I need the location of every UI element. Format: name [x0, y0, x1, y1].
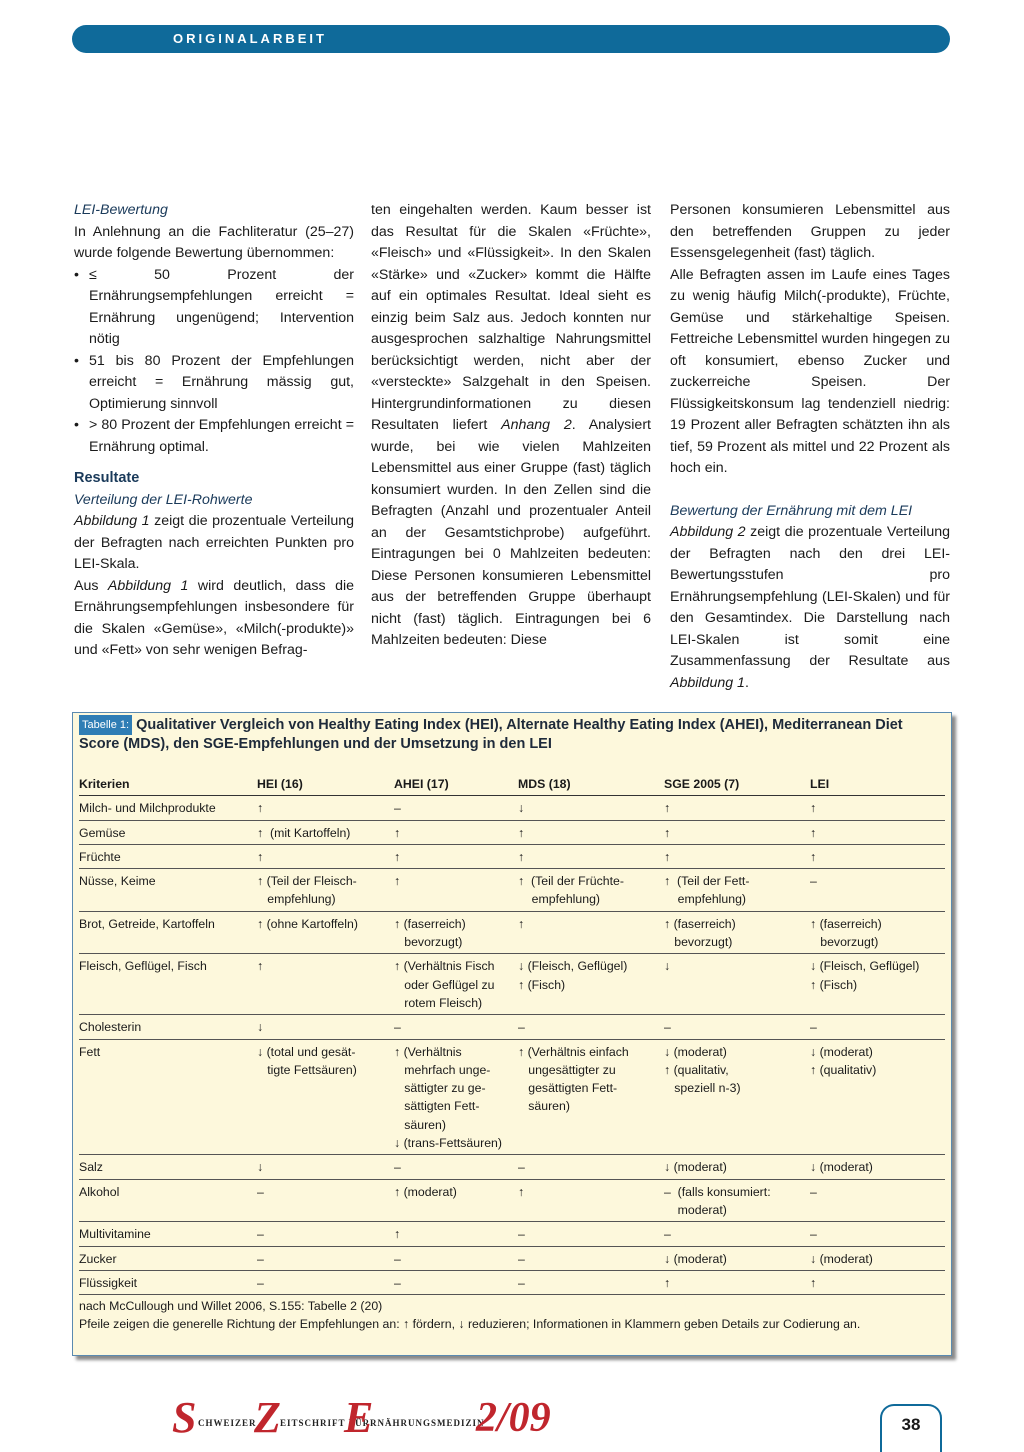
subheading-bewertung: Bewertung der Ernährung mit dem LEI: [670, 502, 913, 519]
table-header-cell: HEI (16): [257, 775, 394, 796]
table-cell: ↓: [257, 1155, 394, 1179]
table-cell: –: [810, 1222, 945, 1246]
issue-number: 2/09: [476, 1395, 551, 1441]
text-column-3: [670, 200, 950, 694]
table-row: [79, 1155, 945, 1179]
text-span: . Analysiert wurde, bei wie vielen Mahlzeiten Lebensmittel aus einer Gruppe (fast) täglich konsumiert wurden. In den Zellen sind die Befragten (Anzahl und prozentualer Anteil an der Gesamtstichprobe) aufgeführt. Eintragungen bei 0 Mahlzeiten bedeuten: Diese Personen konsumieren Lebensmittel aus der betreffenden Gruppe überhaupt nicht (fast) täglich. Eintragungen bei 6 Mahlzeiten bedeuten: Diese: [371, 417, 651, 648]
table-row: [79, 869, 945, 912]
text-column-1: [74, 200, 354, 662]
criterion-cell: Alkohol: [79, 1179, 257, 1222]
table-cell: ↑: [810, 1270, 945, 1294]
text-span: ten eingehalten werden. Kaum besser ist das Resultat für die Skalen «Früchte», «Fleisch» und «Flüssigkeit». In den Skalen «Stärke» und «Zucker» kommt die Hälfte auf ein optimales Resultat. Ideal sieht es einzig beim Salz aus. Jedoch konnten nur ausgesprochen salzhaltige Nahrungsmittel berücksichtigt werden, nicht aber der «versteckte» Salzgehalt in den Speisen. Hintergrundinformationen zu diesen Resultaten liefert: [371, 202, 651, 433]
table-cell: –: [810, 869, 945, 912]
table-cell: –: [394, 1246, 518, 1270]
table-cell: –: [518, 1155, 664, 1179]
table-cell: ↑ (Verhältnis Fisch oder Geflügel zu rotem Fleisch): [394, 954, 518, 1015]
table-cell: –: [257, 1179, 394, 1222]
table-cell: ↑ (mit Kartoffeln): [257, 820, 394, 844]
text-span: wird deutlich, dass die Ernährungsempfehlungen insbesondere für die Skalen «Gemüse», «Milch(-produkte)» und «Fett» von sehr wenigen Befrag-: [74, 577, 354, 658]
table-cell: –: [664, 1015, 810, 1039]
rating-list: [74, 265, 354, 459]
table-cell: ↓ (moderat): [664, 1155, 810, 1179]
table-cell: ↑: [518, 820, 664, 844]
table-cell: ↑ (Teil der Fett- empfehlung): [664, 869, 810, 912]
criterion-cell: Zucker: [79, 1246, 257, 1270]
table-cell: –: [394, 1270, 518, 1294]
text-span: .: [744, 674, 749, 691]
table-cell: ↑: [664, 1270, 810, 1294]
table-cell: ↑: [257, 796, 394, 820]
table-header-cell: SGE 2005 (7): [664, 775, 810, 796]
table-1-box: [72, 712, 952, 1356]
table-cell: ↑: [664, 820, 810, 844]
list-item: • 51 bis 80 Prozent der Empfehlungen erreicht = Ernährung mässig gut, Optimierung sinnvoll: [74, 351, 354, 416]
figure-reference: Abbildung 1: [74, 513, 150, 529]
table-cell: ↑: [518, 1179, 664, 1222]
subheading-lei-bewertung: LEI-Bewertung: [74, 202, 168, 218]
paragraph: [74, 511, 354, 576]
table-cell: ↑ (ohne Kartoffeln): [257, 911, 394, 954]
table-header-cell: AHEI (17): [394, 775, 518, 796]
heading-resultate: Resultate: [74, 470, 140, 486]
table-row: [79, 1270, 945, 1294]
table-cell: ↓ (total und gesät- tigte Fettsäuren): [257, 1039, 394, 1155]
criterion-cell: Salz: [79, 1155, 257, 1179]
paragraph: [670, 522, 950, 694]
page-number: 38: [880, 1404, 942, 1452]
table-cell: ↑: [518, 844, 664, 868]
paragraph: Alle Befragten assen im Laufe eines Tages zu wenig häufig Milch(-produkte), Früchte, Gemüse und stärkehaltige Speisen. Fettreiche Lebensmittel wurden hingegen zu oft konsumiert, ebenso Zucker und zuckerreiche Speisen. Der Flüssigkeitskonsum lag tendenziell niedrig: 19 Prozent aller Befragten schätzten ihn als tief, 59 Prozent als mittel und 22 Prozent als hoch ein.: [670, 266, 950, 476]
table-cell: ↑: [518, 911, 664, 954]
table-cell: ↑ (faserreich) bevorzugt): [810, 911, 945, 954]
table-cell: ↓: [518, 796, 664, 820]
table-cell: ↑: [810, 844, 945, 868]
criterion-cell: Früchte: [79, 844, 257, 868]
criterion-cell: Milch- und Milchprodukte: [79, 796, 257, 820]
table-cell: – (falls konsumiert: moderat): [664, 1179, 810, 1222]
criterion-cell: Flüssigkeit: [79, 1270, 257, 1294]
table-cell: –: [257, 1246, 394, 1270]
criterion-cell: Brot, Getreide, Kartoffeln: [79, 911, 257, 954]
table-cell: ↑: [257, 844, 394, 868]
logo-word: RNÄHRUNGSMEDIZIN: [370, 1418, 485, 1428]
logo-word: CHWEIZER: [198, 1418, 257, 1428]
table-legend-note: Pfeile zeigen die generelle Richtung der Empfehlungen an: ↑ fördern, ↓ reduzieren; Informationen in Klammern geben Details zur Codierung an.: [79, 1317, 861, 1331]
paragraph: [371, 200, 651, 652]
table-source-note: nach McCullough und Willet 2006, S.155: Tabelle 2 (20): [79, 1299, 383, 1313]
table-row: [79, 1246, 945, 1270]
table-header-cell: Kriterien: [79, 775, 257, 796]
text-column-2: [371, 200, 651, 652]
table-cell: ↑: [257, 954, 394, 1015]
table-cell: –: [394, 796, 518, 820]
criterion-cell: Nüsse, Keime: [79, 869, 257, 912]
table-row: [79, 954, 945, 1015]
table-row: [79, 1179, 945, 1222]
table-cell: –: [518, 1270, 664, 1294]
table-cell: –: [664, 1222, 810, 1246]
table-row: [79, 844, 945, 868]
criterion-cell: Gemüse: [79, 820, 257, 844]
table-cell: ↑: [810, 796, 945, 820]
table-cell: –: [518, 1222, 664, 1246]
text-span: Aus: [74, 577, 108, 594]
table-caption: [79, 715, 939, 753]
logo-letter-e: E: [344, 1393, 374, 1442]
criterion-cell: Cholesterin: [79, 1015, 257, 1039]
table-title: Qualitativer Vergleich von Healthy Eating Index (HEI), Alternate Healthy Eating Index (AHEI), Mediterranean Diet Score (MDS), den SGE-Empfehlungen und der Umsetzung in den LEI: [79, 717, 903, 752]
comparison-table: [79, 775, 945, 1295]
section-label: ORIGINALARBEIT: [173, 31, 327, 46]
figure-reference: Abbildung 1: [107, 577, 189, 594]
subheading-verteilung: Verteilung der LEI-Rohwerte: [74, 491, 253, 508]
table-cell: ↓ (Fleisch, Geflügel) ↑ (Fisch): [810, 954, 945, 1015]
table-cell: ↓ (moderat) ↑ (qualitativ): [810, 1039, 945, 1155]
table-cell: ↓ (Fleisch, Geflügel) ↑ (Fisch): [518, 954, 664, 1015]
table-cell: ↓ (moderat) ↑ (qualitativ, speziell n-3): [664, 1039, 810, 1155]
table-cell: ↓: [257, 1015, 394, 1039]
logo-word: EITSCHRIFT FÜR: [280, 1418, 371, 1428]
table-cell: ↓ (moderat): [810, 1155, 945, 1179]
text-span: zeigt die prozentuale Verteilung der Befragten nach den drei LEI-Bewertungsstufen pro Ernährungsempfehlung (LEI-Skalen) und für den Gesamtindex. Die Darstellung nach LEI-Skalen ist somit eine Zusammenfassung der Resultate aus: [670, 524, 950, 669]
paragraph: Personen konsumieren Lebensmittel aus den betreffenden Gruppen zu jeder Essensgelegenheit (fast) täglich.: [670, 202, 950, 261]
table-cell: ↑ (Verhältnis mehrfach unge- sättigter zu ge- sättigten Fett- säuren) ↓ (trans-Fettsäuren): [394, 1039, 518, 1155]
appendix-reference: Anhang 2: [501, 417, 572, 433]
table-row: [79, 1039, 945, 1155]
table-cell: ↑: [394, 869, 518, 912]
table-cell: –: [518, 1246, 664, 1270]
table-notes: [79, 1297, 860, 1333]
table-row: [79, 1015, 945, 1039]
table-header-row: [79, 775, 945, 796]
table-cell: ↑: [664, 796, 810, 820]
table-cell: –: [257, 1222, 394, 1246]
table-cell: ↑ (Teil der Früchte- empfehlung): [518, 869, 664, 912]
table-cell: ↑ (Verhältnis einfach ungesättigter zu gesättigten Fett- säuren): [518, 1039, 664, 1155]
table-cell: –: [518, 1015, 664, 1039]
table-cell: –: [810, 1179, 945, 1222]
table-header-cell: LEI: [810, 775, 945, 796]
list-item: • > 80 Prozent der Empfehlungen erreicht = Ernährung optimal.: [74, 415, 354, 458]
table-cell: –: [394, 1015, 518, 1039]
table-body: [79, 796, 945, 1295]
table-cell: ↓ (moderat): [810, 1246, 945, 1270]
journal-logo: [172, 1392, 572, 1442]
criterion-cell: Fett: [79, 1039, 257, 1155]
table-row: [79, 911, 945, 954]
figure-reference: Abbildung 1: [670, 674, 745, 691]
table-cell: ↑: [664, 844, 810, 868]
table-cell: ↓ (moderat): [664, 1246, 810, 1270]
table-cell: ↑: [394, 844, 518, 868]
table-tag: Tabelle 1:: [79, 715, 132, 735]
criterion-cell: Fleisch, Geflügel, Fisch: [79, 954, 257, 1015]
table-cell: ↑: [394, 820, 518, 844]
table-cell: ↑ (faserreich) bevorzugt): [664, 911, 810, 954]
table-row: [79, 796, 945, 820]
logo-letter-s: S: [172, 1393, 197, 1442]
table-cell: –: [394, 1155, 518, 1179]
table-cell: ↑ (faserreich) bevorzugt): [394, 911, 518, 954]
table-header-cell: MDS (18): [518, 775, 664, 796]
table-cell: ↓: [664, 954, 810, 1015]
list-item: • ≤ 50 Prozent der Ernährungsempfehlungen erreicht = Ernährung ungenügend; Intervention nötig: [74, 265, 354, 351]
paragraph: [74, 576, 354, 662]
table-cell: ↑ (Teil der Fleisch- empfehlung): [257, 869, 394, 912]
table-cell: –: [257, 1270, 394, 1294]
text-span: zeigt die prozentuale Verteilung der Befragten nach erreichten Punkten pro LEI-Skala.: [74, 513, 354, 572]
logo-letter-z: Z: [254, 1393, 281, 1442]
table-cell: ↑ (moderat): [394, 1179, 518, 1222]
table-row: [79, 1222, 945, 1246]
table-cell: ↑: [810, 820, 945, 844]
table-row: [79, 820, 945, 844]
section-header-bar: [72, 25, 950, 53]
criterion-cell: Multivitamine: [79, 1222, 257, 1246]
figure-reference: Abbildung 2: [670, 524, 746, 540]
table-cell: –: [810, 1015, 945, 1039]
paragraph: In Anlehnung an die Fachliteratur (25–27) wurde folgende Bewertung übernommen:: [74, 223, 354, 261]
table-cell: ↑: [394, 1222, 518, 1246]
